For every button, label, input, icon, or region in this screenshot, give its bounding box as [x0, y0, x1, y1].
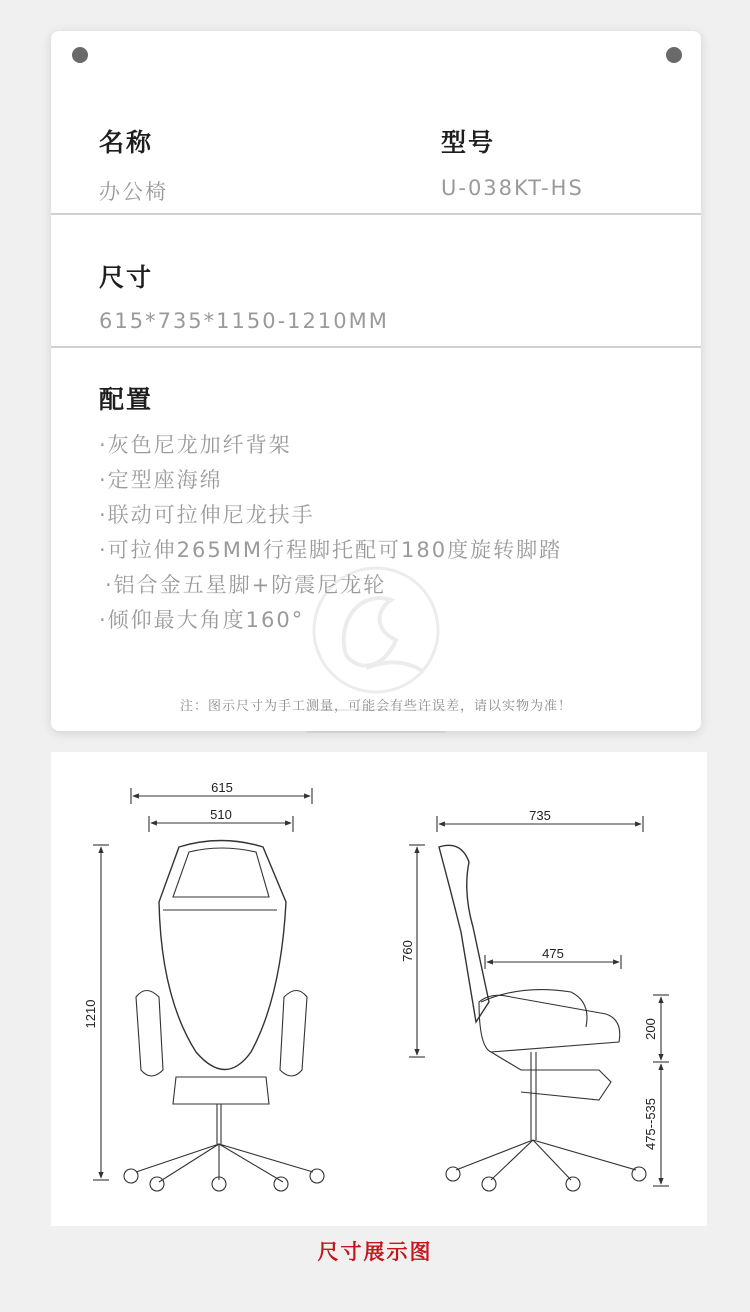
divider	[51, 213, 701, 215]
spec-card	[51, 31, 701, 731]
dim-side-seat-depth: 475	[542, 946, 564, 961]
pin-dot-left	[72, 47, 88, 63]
model-label: 型号	[441, 128, 496, 157]
dimension-diagram	[51, 752, 707, 1226]
model-value: U-038KT-HS	[441, 176, 584, 200]
dim-side-armrest-height: 200	[643, 1018, 658, 1040]
config-item: ·灰色尼龙加纤背架	[99, 433, 292, 457]
config-item: ·倾仰最大角度160°	[99, 608, 305, 632]
dim-side-back-height: 760	[400, 940, 415, 962]
dim-front-width-total: 615	[211, 780, 233, 795]
size-label: 尺寸	[99, 263, 154, 292]
measurement-note: 注：图示尺寸为手工测量，可能会有些许误差，请以实物为准！	[179, 699, 572, 714]
pin-dot-right	[666, 47, 682, 63]
dim-side-seat-height: 475--535	[643, 1097, 658, 1151]
dim-front-height: 1210	[83, 999, 98, 1029]
config-item: ·联动可拉伸尼龙扶手	[99, 503, 315, 527]
divider	[51, 346, 701, 348]
chair-drawing	[51, 752, 707, 1226]
config-item: ·定型座海绵	[99, 468, 223, 492]
size-value: 615*735*1150-1210MM	[99, 309, 389, 333]
dim-front-width-back: 510	[210, 807, 232, 822]
diagram-caption: 尺寸展示图	[317, 1240, 433, 1264]
name-label: 名称	[99, 128, 154, 157]
config-list	[99, 431, 562, 641]
name-value: 办公椅	[99, 180, 168, 204]
dim-side-depth-total: 735	[529, 808, 551, 823]
config-item: ·铝合金五星脚+防震尼龙轮	[105, 573, 387, 597]
config-label: 配置	[99, 385, 154, 414]
config-item: ·可拉伸265MM行程脚托配可180度旋转脚踏	[99, 538, 563, 562]
